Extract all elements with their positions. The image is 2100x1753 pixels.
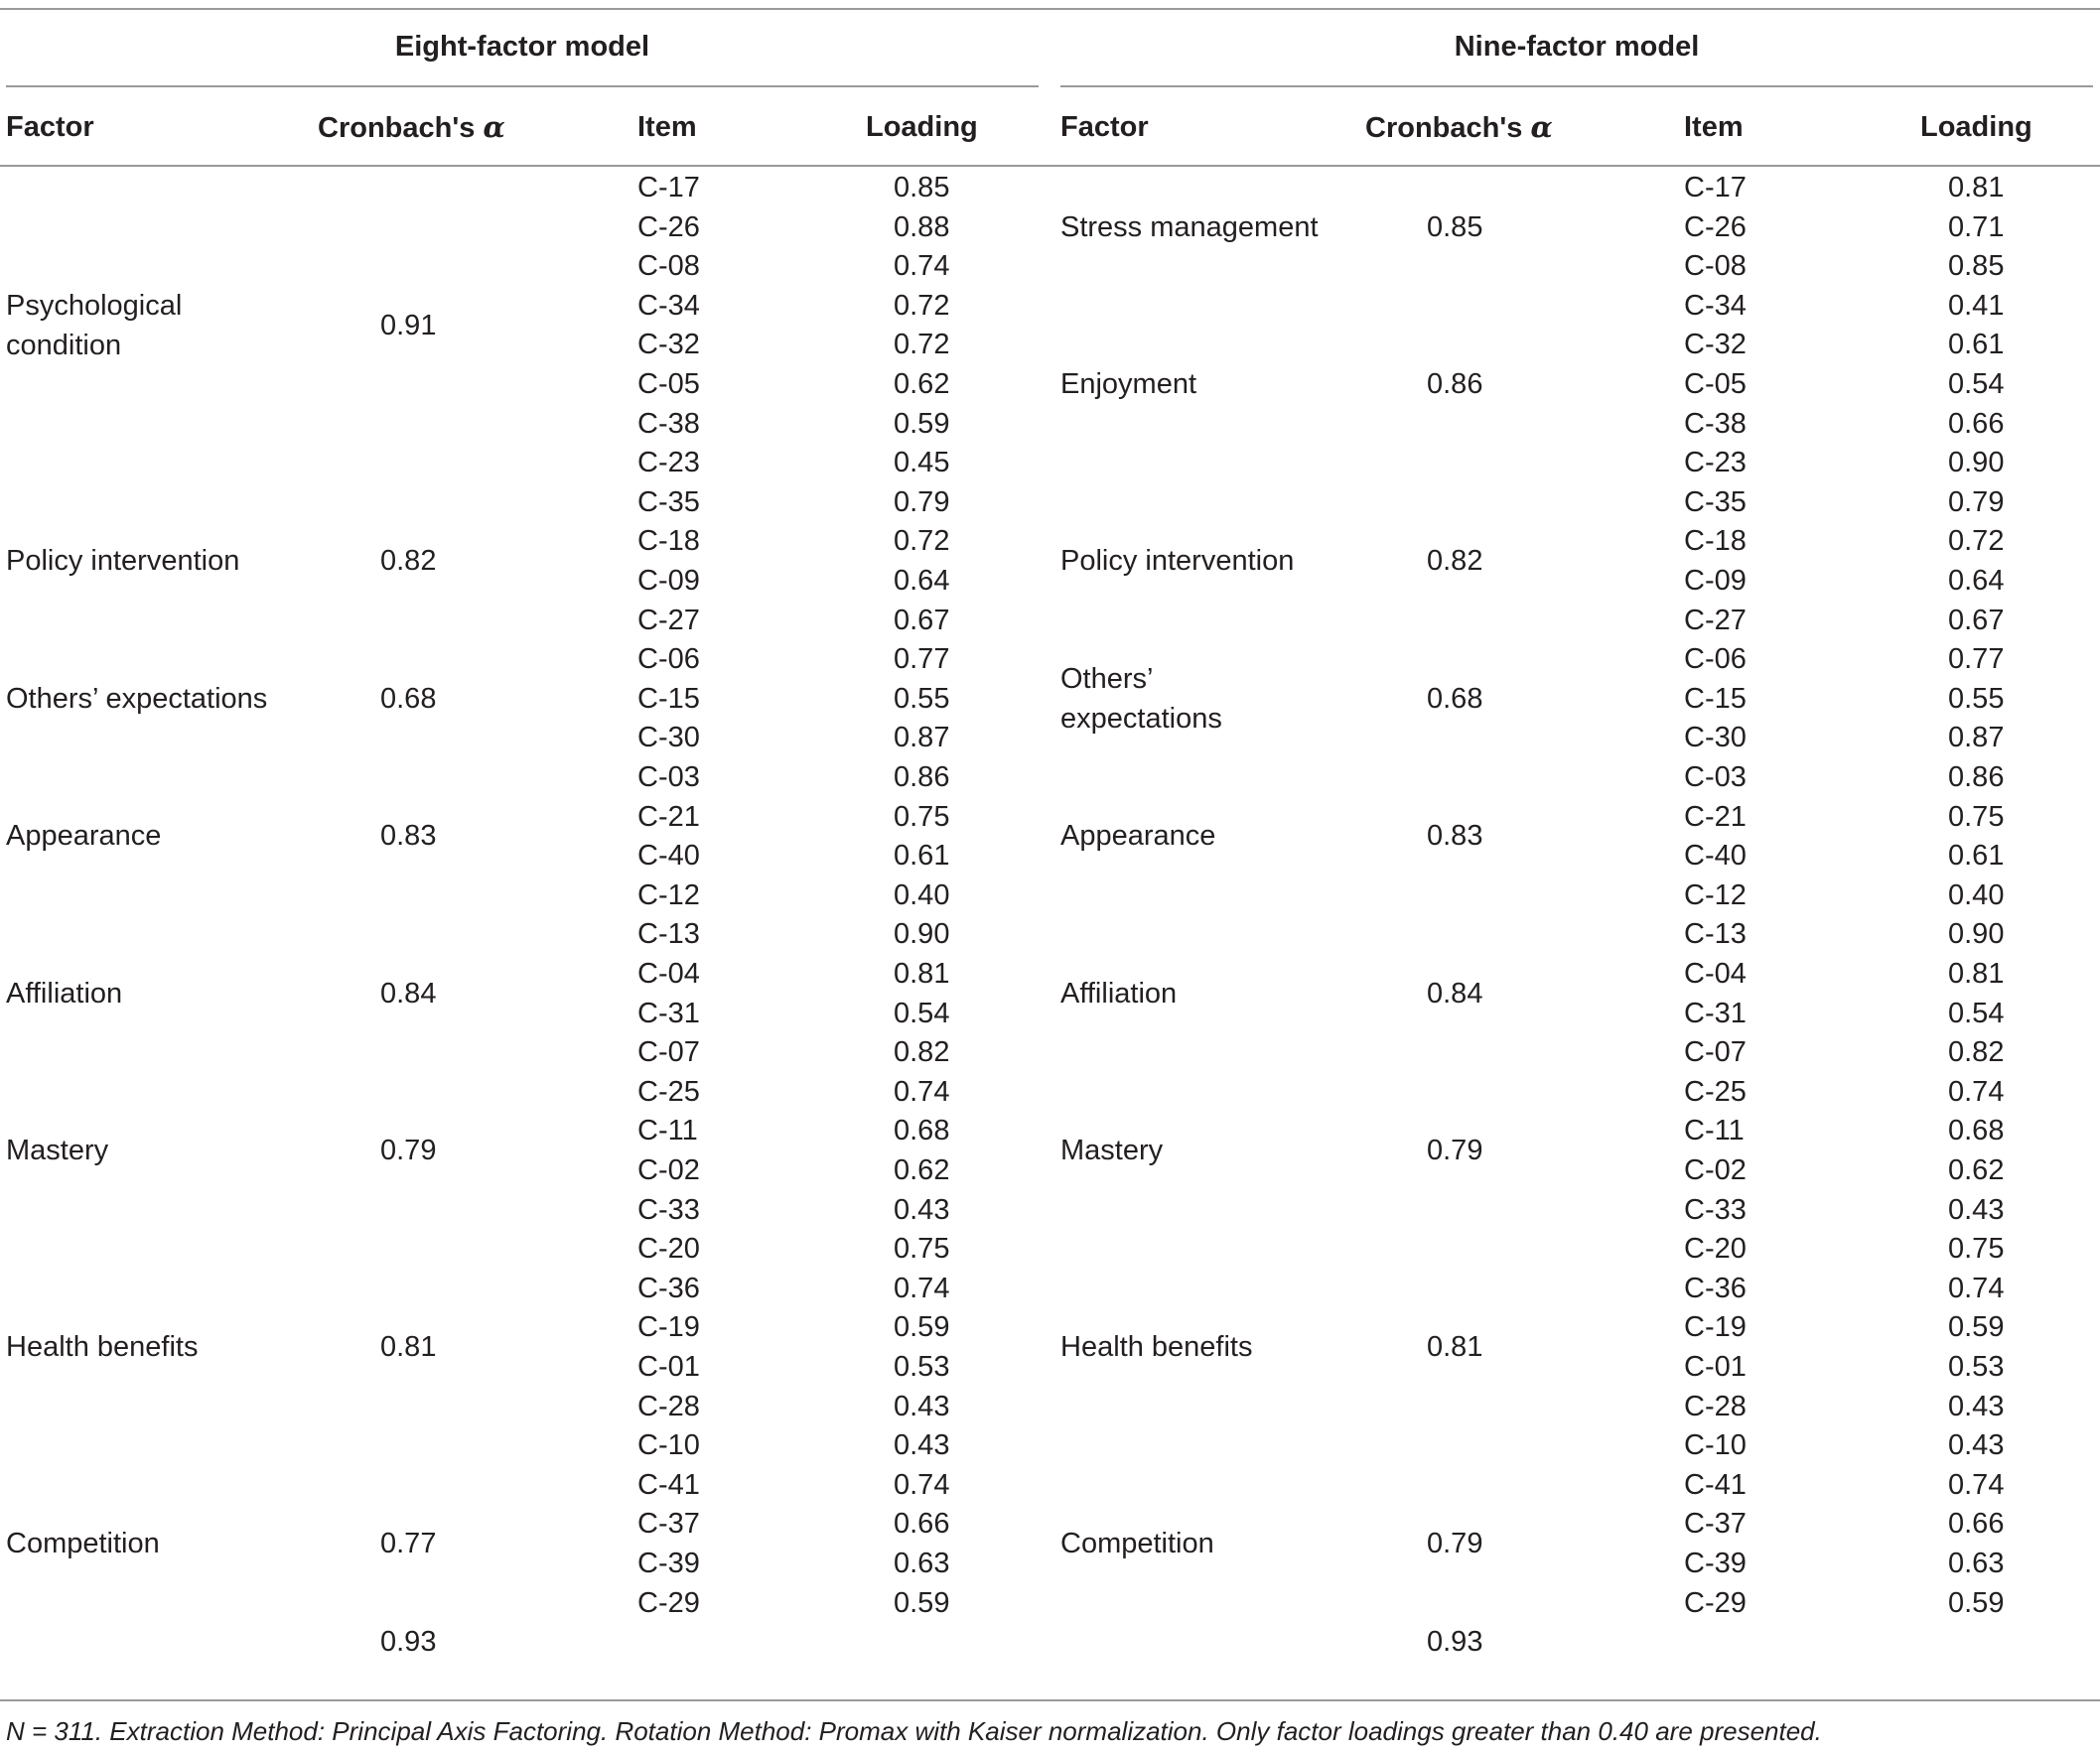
item-id: C-25	[1684, 1076, 1747, 1108]
header-item-eight: Item	[637, 111, 697, 143]
cronbach-alpha-value: 0.83	[1427, 820, 1483, 852]
nine-factor-title: Nine-factor model	[1454, 31, 1700, 63]
item-id: C-35	[637, 486, 700, 518]
loading-value: 0.75	[1948, 801, 2005, 833]
item-id: C-27	[637, 605, 700, 636]
factor-name: Health benefits	[6, 1331, 199, 1363]
item-id: C-21	[637, 801, 700, 833]
item-id: C-25	[637, 1076, 700, 1108]
loading-value: 0.74	[1948, 1076, 2005, 1108]
cronbach-alpha-value: 0.85	[1427, 211, 1483, 243]
loading-value: 0.40	[1948, 879, 2005, 911]
item-id: C-41	[1684, 1469, 1747, 1501]
item-id: C-18	[637, 525, 700, 557]
header-rule	[0, 165, 2100, 167]
loading-value: 0.45	[894, 447, 950, 478]
loading-value: 0.64	[894, 565, 950, 597]
item-id: C-23	[637, 447, 700, 478]
loading-value: 0.71	[1948, 211, 2005, 243]
loading-value: 0.82	[1948, 1036, 2005, 1068]
loading-value: 0.74	[1948, 1273, 2005, 1304]
item-id: C-06	[637, 643, 700, 675]
item-id: C-04	[637, 958, 700, 990]
loading-value: 0.77	[894, 643, 950, 675]
item-id: C-21	[1684, 801, 1747, 833]
item-id: C-40	[637, 840, 700, 872]
factor-name: Enjoyment	[1060, 368, 1197, 400]
item-id: C-02	[1684, 1154, 1747, 1186]
loading-value: 0.79	[1948, 486, 2005, 518]
item-id: C-11	[637, 1115, 698, 1146]
loading-value: 0.63	[894, 1548, 950, 1579]
item-id: C-06	[1684, 643, 1747, 675]
factor-name: Psychological condition	[6, 290, 183, 361]
item-id: C-26	[1684, 211, 1747, 243]
factor-name: Policy intervention	[1060, 545, 1295, 577]
item-id: C-10	[637, 1429, 700, 1461]
cronbach-alpha-value: 0.79	[1427, 1135, 1483, 1166]
item-id: C-38	[1684, 408, 1747, 440]
bottom-rule	[0, 1699, 2100, 1701]
item-id: C-09	[1684, 565, 1747, 597]
loading-value: 0.59	[894, 1587, 950, 1619]
loading-value: 0.43	[1948, 1391, 2005, 1422]
item-id: C-30	[1684, 722, 1747, 753]
factor-name: Others’ expectations	[6, 683, 268, 715]
loading-value: 0.61	[1948, 329, 2005, 360]
item-id: C-08	[637, 250, 700, 282]
item-id: C-20	[1684, 1233, 1747, 1265]
item-id: C-20	[637, 1233, 700, 1265]
loading-value: 0.72	[894, 290, 950, 322]
item-id: C-40	[1684, 840, 1747, 872]
loading-value: 0.59	[1948, 1311, 2005, 1343]
loading-value: 0.61	[894, 840, 950, 872]
loading-value: 0.43	[1948, 1429, 2005, 1461]
group-rule-eight	[6, 85, 1039, 87]
loading-value: 0.40	[894, 879, 950, 911]
item-id: C-32	[637, 329, 700, 360]
loading-value: 0.59	[894, 408, 950, 440]
alpha-symbol: α	[1530, 110, 1553, 144]
item-id: C-07	[1684, 1036, 1747, 1068]
loading-value: 0.90	[894, 918, 950, 950]
loading-value: 0.62	[894, 1154, 950, 1186]
item-id: C-05	[637, 368, 700, 400]
item-id: C-23	[1684, 447, 1747, 478]
item-id: C-04	[1684, 958, 1747, 990]
item-id: C-37	[1684, 1508, 1747, 1540]
factor-name: Stress management	[1060, 211, 1319, 243]
group-rule-nine	[1060, 85, 2093, 87]
item-id: C-28	[1684, 1391, 1747, 1422]
item-id: C-34	[637, 290, 700, 322]
loading-value: 0.67	[1948, 605, 2005, 636]
cronbach-alpha-value: 0.81	[380, 1331, 437, 1363]
cronbach-alpha-value: 0.82	[1427, 545, 1483, 577]
item-id: C-39	[1684, 1548, 1747, 1579]
factor-name: Appearance	[1060, 820, 1216, 852]
eight-factor-title: Eight-factor model	[394, 31, 650, 63]
cronbach-alpha-value: 0.79	[1427, 1528, 1483, 1559]
item-id: C-39	[637, 1548, 700, 1579]
item-id: C-17	[637, 172, 700, 203]
loading-value: 0.72	[894, 525, 950, 557]
item-id: C-15	[637, 683, 700, 715]
item-id: C-33	[1684, 1194, 1747, 1226]
alpha-prefix: Cronbach's	[318, 112, 476, 144]
item-id: C-07	[637, 1036, 700, 1068]
item-id: C-31	[637, 998, 700, 1029]
total-alpha-value: 0.93	[1427, 1626, 1483, 1658]
header-alpha-nine	[1365, 107, 1553, 148]
item-id: C-12	[637, 879, 700, 911]
loading-value: 0.75	[894, 801, 950, 833]
item-id: C-08	[1684, 250, 1747, 282]
loading-value: 0.54	[894, 998, 950, 1029]
factor-name: Affiliation	[6, 978, 123, 1010]
loading-value: 0.72	[1948, 525, 2005, 557]
table-footnote: N = 311. Extraction Method: Principal Axis Factoring. Rotation Method: Promax with Kaiser normalization. Only factor loadings greater than 0.40 are presented.	[6, 1716, 1822, 1746]
loading-value: 0.59	[894, 1311, 950, 1343]
loading-value: 0.74	[894, 1469, 950, 1501]
loading-value: 0.43	[894, 1429, 950, 1461]
loading-value: 0.67	[894, 605, 950, 636]
loading-value: 0.82	[894, 1036, 950, 1068]
loading-value: 0.74	[894, 1076, 950, 1108]
loading-value: 0.43	[894, 1194, 950, 1226]
loading-value: 0.72	[894, 329, 950, 360]
loading-value: 0.87	[1948, 722, 2005, 753]
loading-value: 0.86	[894, 761, 950, 793]
item-id: C-11	[1684, 1115, 1745, 1146]
loading-value: 0.54	[1948, 998, 2005, 1029]
item-id: C-31	[1684, 998, 1747, 1029]
header-factor-eight: Factor	[6, 111, 94, 143]
item-id: C-36	[637, 1273, 700, 1304]
loading-value: 0.68	[894, 1115, 950, 1146]
loading-value: 0.59	[1948, 1587, 2005, 1619]
item-id: C-03	[1684, 761, 1747, 793]
cronbach-alpha-value: 0.77	[380, 1528, 437, 1559]
item-id: C-28	[637, 1391, 700, 1422]
item-id: C-30	[637, 722, 700, 753]
loading-value: 0.86	[1948, 761, 2005, 793]
item-id: C-33	[637, 1194, 700, 1226]
loading-value: 0.41	[1948, 290, 2005, 322]
factor-name: Health benefits	[1060, 1331, 1253, 1363]
item-id: C-35	[1684, 486, 1747, 518]
loading-value: 0.55	[894, 683, 950, 715]
item-id: C-17	[1684, 172, 1747, 203]
loading-value: 0.90	[1948, 918, 2005, 950]
cronbach-alpha-value: 0.68	[1427, 683, 1483, 715]
item-id: C-10	[1684, 1429, 1747, 1461]
item-id: C-29	[637, 1587, 700, 1619]
loading-value: 0.87	[894, 722, 950, 753]
cronbach-alpha-value: 0.84	[1427, 978, 1483, 1010]
header-loading-nine: Loading	[1920, 111, 2032, 143]
item-id: C-29	[1684, 1587, 1747, 1619]
item-id: C-19	[637, 1311, 700, 1343]
item-id: C-34	[1684, 290, 1747, 322]
loading-value: 0.61	[1948, 840, 2005, 872]
item-id: C-09	[637, 565, 700, 597]
loading-value: 0.74	[894, 250, 950, 282]
loading-value: 0.75	[1948, 1233, 2005, 1265]
cronbach-alpha-value: 0.82	[380, 545, 437, 577]
loading-value: 0.43	[1948, 1194, 2005, 1226]
loading-value: 0.54	[1948, 368, 2005, 400]
item-id: C-18	[1684, 525, 1747, 557]
item-id: C-19	[1684, 1311, 1747, 1343]
header-loading-eight: Loading	[866, 111, 978, 143]
cronbach-alpha-value: 0.91	[380, 310, 437, 341]
item-id: C-32	[1684, 329, 1747, 360]
header-factor-nine: Factor	[1060, 111, 1149, 143]
item-id: C-01	[1684, 1351, 1747, 1383]
header-alpha-eight	[318, 107, 505, 148]
loading-value: 0.53	[1948, 1351, 2005, 1383]
loading-value: 0.63	[1948, 1548, 2005, 1579]
cronbach-alpha-value: 0.84	[380, 978, 437, 1010]
loading-value: 0.68	[1948, 1115, 2005, 1146]
loading-value: 0.74	[894, 1273, 950, 1304]
alpha-prefix: Cronbach's	[1365, 112, 1523, 144]
item-id: C-37	[637, 1508, 700, 1540]
item-id: C-41	[637, 1469, 700, 1501]
factor-name: Competition	[1060, 1528, 1214, 1559]
item-id: C-15	[1684, 683, 1747, 715]
loading-value: 0.55	[1948, 683, 2005, 715]
loading-value: 0.79	[894, 486, 950, 518]
cronbach-alpha-value: 0.81	[1427, 1331, 1483, 1363]
item-id: C-26	[637, 211, 700, 243]
loading-value: 0.66	[1948, 408, 2005, 440]
loading-value: 0.66	[1948, 1508, 2005, 1540]
header-item-nine: Item	[1684, 111, 1744, 143]
cronbach-alpha-value: 0.83	[380, 820, 437, 852]
loading-value: 0.90	[1948, 447, 2005, 478]
item-id: C-36	[1684, 1273, 1747, 1304]
factor-name: Others’ expectations	[1060, 663, 1222, 735]
item-id: C-13	[1684, 918, 1747, 950]
item-id: C-38	[637, 408, 700, 440]
factor-name: Policy intervention	[6, 545, 240, 577]
item-id: C-03	[637, 761, 700, 793]
item-id: C-13	[637, 918, 700, 950]
cronbach-alpha-value: 0.68	[380, 683, 437, 715]
loading-value: 0.88	[894, 211, 950, 243]
loading-value: 0.62	[1948, 1154, 2005, 1186]
loading-value: 0.74	[1948, 1469, 2005, 1501]
loading-value: 0.75	[894, 1233, 950, 1265]
top-rule	[0, 8, 2100, 10]
item-id: C-12	[1684, 879, 1747, 911]
item-id: C-05	[1684, 368, 1747, 400]
factor-name: Mastery	[6, 1135, 109, 1166]
alpha-symbol: α	[483, 110, 505, 144]
loading-value: 0.66	[894, 1508, 950, 1540]
loading-value: 0.62	[894, 368, 950, 400]
item-id: C-01	[637, 1351, 700, 1383]
loading-value: 0.81	[894, 958, 950, 990]
loading-value: 0.85	[894, 172, 950, 203]
item-id: C-02	[637, 1154, 700, 1186]
factor-name: Mastery	[1060, 1135, 1164, 1166]
item-id: C-27	[1684, 605, 1747, 636]
loading-value: 0.53	[894, 1351, 950, 1383]
factor-name: Appearance	[6, 820, 162, 852]
loading-value: 0.85	[1948, 250, 2005, 282]
factor-name: Affiliation	[1060, 978, 1178, 1010]
loading-value: 0.43	[894, 1391, 950, 1422]
factor-name: Competition	[6, 1528, 160, 1559]
total-alpha-value: 0.93	[380, 1626, 437, 1658]
cronbach-alpha-value: 0.79	[380, 1135, 437, 1166]
loading-value: 0.77	[1948, 643, 2005, 675]
loading-value: 0.81	[1948, 958, 2005, 990]
loading-value: 0.64	[1948, 565, 2005, 597]
cronbach-alpha-value: 0.86	[1427, 368, 1483, 400]
loading-value: 0.81	[1948, 172, 2005, 203]
